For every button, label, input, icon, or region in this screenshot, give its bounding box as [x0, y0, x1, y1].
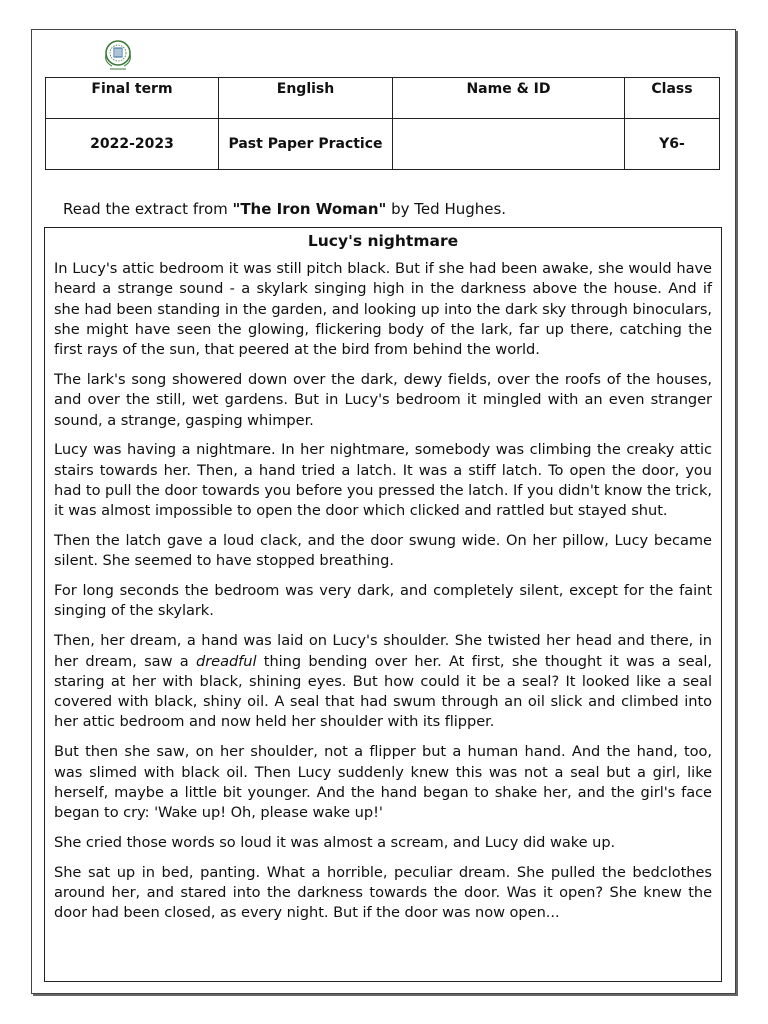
paragraph-8: She cried those words so loud it was almost a scream, and Lucy did wake up. [54, 833, 616, 851]
final-term-label: Final term [46, 78, 219, 119]
name-id-field[interactable] [393, 119, 625, 170]
paper-type: Past Paper Practice [219, 119, 393, 170]
subject-label: English [219, 78, 393, 119]
instruction-prefix: Read the extract from [63, 200, 233, 218]
name-id-label: Name & ID [393, 78, 625, 119]
reading-instruction [63, 200, 506, 218]
extract-box [44, 227, 722, 982]
italic-dreadful: dreadful [195, 652, 257, 670]
paragraph-1: In Lucy's attic bedroom it was still pitch black. But if she had been awake, she would have heard a strange sound - a skylark singing high in the darkness above the house. And if she had been standing in the garden, and looking up into the dark sky through binoculars, she might have seen the glowing, flickering body of the lark, far up there, catching the first rays of the sun, that peered at the bird from behind the world. [54, 260, 712, 359]
paragraph-2: The lark's song showered down over the dark, dewy fields, over the roofs of the houses, and over the still, wet gardens. But in Lucy's bedroom it mingled with an even stranger sound, a strange, gasping whimper. [54, 370, 712, 429]
paragraph-9: She sat up in bed, panting. What a horrible, peculiar dream. She pulled the bedclothes around her, and stared into the darkness towards the door. Was it open? She knew the door had been closed, as every night. But if the door was now open... [54, 863, 712, 922]
class-field[interactable]: Y6- [625, 119, 720, 170]
paragraph-7: But then she saw, on her shoulder, not a flipper but a human hand. And the hand, too, was slimed with black oil. Then Lucy suddenly knew this was not a seal but a girl, like herself, maybe a little bit younger. And the hand began to shake her, and the girl's face began to cry: 'Wake up! Oh, please wake up!' [54, 743, 712, 822]
extract-title: Lucy's nightmare [307, 232, 459, 250]
header-table [45, 77, 720, 170]
school-logo-icon [101, 38, 135, 72]
paragraph-3: Lucy was having a nightmare. In her nightmare, somebody was climbing the creaky attic stairs towards her. Then, a hand tried a latch. It was a stiff latch. To open the door, you had to pull the door towards you before you pressed the latch. If you didn't know the trick, it was almost impossible to open the door which clicked and rattled but stayed shut. [54, 441, 712, 520]
class-label: Class [625, 78, 720, 119]
academic-year: 2022-2023 [46, 119, 219, 170]
book-title: "The Iron Woman" [232, 200, 387, 218]
paragraph-6: Then, her dream, a hand was laid on Lucy's shoulder. She twisted her head and there, in her dream, saw a dreadful thing bending over her. At first, she thought it was a seal, staring at her with black, shining eyes. But how could it be a seal? It looked like a seal covered with black, shiny oil. A seal that had swum through an oil slick and climbed into her attic bedroom and now held her shoulder with its flipper. [54, 632, 712, 731]
paragraph-4: Then the latch gave a loud clack, and the door swung wide. On her pillow, Lucy became silent. She seemed to have stopped breathing. [54, 532, 712, 570]
paragraph-5: For long seconds the bedroom was very dark, and completely silent, except for the faint singing of the skylark. [54, 582, 712, 620]
instruction-suffix: by Ted Hughes. [386, 200, 507, 218]
